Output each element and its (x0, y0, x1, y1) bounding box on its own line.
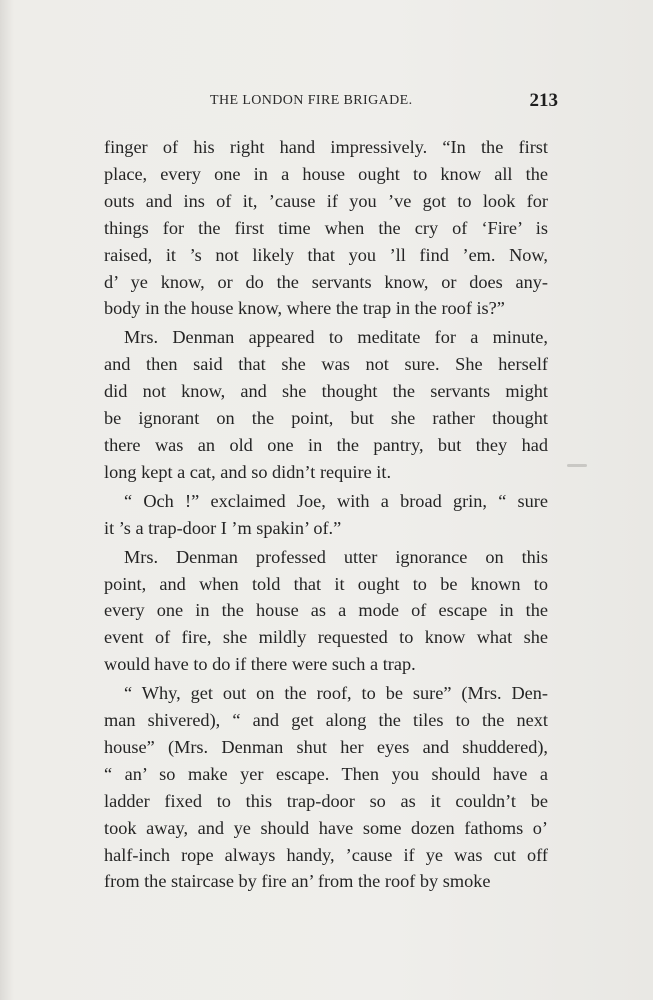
text-line: ladder fixed to this trap-door so as it couldn’t be (104, 790, 548, 811)
text-line: outs and ins of it, ’cause if you ’ve got to look for (104, 190, 548, 211)
text-line: would have to do if there were such a trap. (104, 654, 416, 675)
paragraph (104, 324, 548, 485)
page-header (104, 90, 558, 112)
text-line: things for the first time when the cry of ‘Fire’ is (104, 217, 548, 238)
paragraph (104, 680, 548, 895)
text-line: and then said that she was not sure. She herself (104, 354, 548, 375)
text-line: man shivered), “ and get along the tiles to the next (104, 710, 548, 731)
text-line: finger of his right hand impressively. “In the first (104, 137, 548, 157)
text-line: house” (Mrs. Denman shut her eyes and shuddered), (104, 736, 548, 757)
text-line: every one in the house as a mode of escape in the (104, 600, 548, 621)
text-line: be ignorant on the point, but she rather thought (104, 408, 548, 429)
text-line: event of fire, she mildly requested to know what she (104, 627, 548, 648)
text-line: body in the house know, where the trap in the roof is?” (104, 298, 505, 319)
text-line: raised, it ’s not likely that you ’ll find ’em. Now, (104, 244, 548, 265)
text-line: there was an old one in the pantry, but they had (104, 434, 548, 455)
paragraph (104, 134, 548, 322)
text-line: long kept a cat, and so didn’t require it. (104, 461, 392, 482)
text-line: d’ ye know, or do the servants know, or does any- (104, 271, 548, 292)
running-head: THE LONDON FIRE BRIGADE. (210, 93, 413, 108)
text-line: did not know, and she thought the servants might (104, 381, 548, 402)
paper-mark (567, 464, 587, 467)
text-line: point, and when told that it ought to be known to (104, 573, 548, 594)
text-line: took away, and ye should have some dozen fathoms o’ (104, 817, 548, 838)
page-number: 213 (529, 90, 558, 111)
text-line: place, every one in a house ought to know all the (104, 163, 548, 184)
paragraph (104, 488, 548, 542)
text-line: half-inch rope always handy, ’cause if ye was cut off (104, 844, 548, 865)
text-line: from the staircase by fire an’ from the roof by smoke (104, 871, 491, 892)
text-line: “ an’ so make yer escape. Then you should have a (104, 763, 548, 784)
text-line: “ Och !” exclaimed Joe, with a broad grin, “ sure (124, 490, 548, 511)
text-line: Mrs. Denman appeared to meditate for a minute, (124, 327, 548, 348)
text-line: it ’s a trap-door I ’m spakin’ of.” (104, 517, 342, 538)
body-text (104, 134, 548, 897)
paragraph (104, 544, 548, 679)
text-line: “ Why, get out on the roof, to be sure” (Mrs. Den- (124, 683, 548, 704)
text-line: Mrs. Denman professed utter ignorance on this (124, 546, 548, 567)
